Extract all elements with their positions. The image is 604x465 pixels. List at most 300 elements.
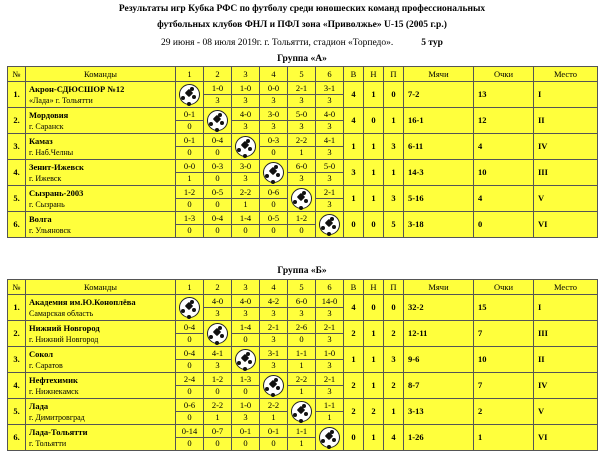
team-name: Сокол (29, 348, 54, 359)
header-row (8, 67, 598, 82)
score-cell (288, 373, 316, 399)
points: 4 (474, 186, 534, 212)
goals: 5-16 (404, 186, 474, 212)
match-points: 0 (271, 147, 276, 157)
table-row (8, 425, 598, 451)
match-points: 3 (299, 95, 304, 105)
col-header-team: Команды (26, 67, 176, 82)
match-points: 3 (243, 412, 248, 422)
score-cell (204, 399, 232, 425)
place: VI (534, 425, 598, 451)
col-header-goals: Мячи (404, 280, 474, 295)
col-header-g3: 3 (232, 67, 260, 82)
match-points: 3 (243, 173, 248, 183)
match-score: 4-0 (204, 296, 231, 308)
table-row (8, 186, 598, 212)
col-header-num: № (8, 67, 26, 82)
match-points: 1 (299, 438, 304, 448)
score-cell (176, 399, 204, 425)
losses: 3 (384, 134, 404, 160)
goals: 16-1 (404, 108, 474, 134)
match-points: 0 (187, 334, 192, 344)
score-cell (176, 108, 204, 134)
score-cell (288, 295, 316, 321)
match-points: 0 (187, 386, 192, 396)
match-points: 3 (271, 334, 276, 344)
team-city: г. Димитровград (29, 412, 85, 422)
team-name: Академия им.Ю.Коноплёва (29, 296, 136, 307)
group-a-title: Группа «А» (277, 54, 327, 64)
team-name: Акрон-СДЮСШОР №12 (29, 83, 125, 94)
team-name: Нижний Новгород (29, 322, 100, 333)
team-cell (26, 321, 176, 347)
score-cell (176, 160, 204, 186)
col-header-place: Место (534, 280, 598, 295)
score-cell (176, 373, 204, 399)
score-cell (288, 347, 316, 373)
col-header-w: В (344, 280, 364, 295)
match-score: 3-1 (260, 348, 287, 360)
row-number: 2. (8, 321, 26, 347)
match-score: 1-2 (176, 187, 203, 199)
place: III (534, 321, 598, 347)
self-match-cell (232, 134, 260, 160)
losses: 3 (384, 186, 404, 212)
points: 7 (474, 321, 534, 347)
points: 15 (474, 295, 534, 321)
match-score: 1-1 (316, 400, 343, 412)
wins: 4 (344, 295, 364, 321)
score-cell (204, 425, 232, 451)
goals: 32-2 (404, 295, 474, 321)
score-cell (232, 295, 260, 321)
team-city: г. Сызрань (29, 199, 65, 209)
match-score: 0-1 (260, 426, 287, 438)
losses: 2 (384, 373, 404, 399)
match-score: 1-3 (176, 213, 203, 225)
match-score: 0-14 (176, 426, 203, 438)
points: 10 (474, 347, 534, 373)
match-points: 1 (271, 412, 276, 422)
score-cell (204, 295, 232, 321)
col-header-g4: 4 (260, 67, 288, 82)
match-score: 0-1 (232, 426, 259, 438)
row-number: 4. (8, 160, 26, 186)
match-points: 0 (243, 225, 248, 235)
match-points: 3 (327, 95, 332, 105)
score-cell (232, 425, 260, 451)
draws: 1 (364, 134, 384, 160)
col-header-points: Очки (474, 280, 534, 295)
score-cell (204, 82, 232, 108)
wins: 1 (344, 186, 364, 212)
score-cell (260, 134, 288, 160)
event-info (0, 38, 604, 48)
score-cell (288, 425, 316, 451)
team-city: г. Саратов (29, 360, 63, 370)
match-score: 6-0 (288, 296, 315, 308)
row-number: 5. (8, 399, 26, 425)
col-header-d: Н (364, 67, 384, 82)
score-cell (288, 212, 316, 238)
row-number: 6. (8, 425, 26, 451)
match-points: 3 (271, 308, 276, 318)
self-match-cell (204, 108, 232, 134)
match-points: 0 (215, 199, 220, 209)
match-score: 0-4 (176, 348, 203, 360)
match-score: 1-1 (288, 348, 315, 360)
team-name: Лада (29, 400, 49, 411)
match-points: 0 (271, 438, 276, 448)
self-match-cell (288, 186, 316, 212)
points: 1 (474, 425, 534, 451)
draws: 1 (364, 425, 384, 451)
wins: 1 (344, 347, 364, 373)
match-score: 1-3 (232, 374, 259, 386)
place: I (534, 295, 598, 321)
place: IV (534, 373, 598, 399)
match-points: 3 (243, 308, 248, 318)
draws: 0 (364, 212, 384, 238)
losses: 3 (384, 347, 404, 373)
score-cell (176, 425, 204, 451)
score-cell (260, 321, 288, 347)
match-score: 0-0 (176, 161, 203, 173)
team-city: «Лада» г. Тольятти (29, 95, 93, 105)
team-name: Лада-Тольятти (29, 426, 88, 437)
table-row (8, 321, 598, 347)
score-cell (288, 321, 316, 347)
team-city: г. Наб.Челны (29, 147, 74, 157)
team-cell (26, 373, 176, 399)
match-points: 0 (215, 386, 220, 396)
match-points: 0 (243, 334, 248, 344)
match-points: 0 (187, 360, 192, 370)
match-score: 0-4 (204, 213, 231, 225)
match-points: 0 (187, 199, 192, 209)
match-points: 1 (327, 412, 332, 422)
match-score: 3-1 (316, 83, 343, 95)
table-row (8, 212, 598, 238)
place: II (534, 347, 598, 373)
match-points: 0 (187, 412, 192, 422)
score-cell (232, 373, 260, 399)
score-cell (204, 186, 232, 212)
draws: 2 (364, 399, 384, 425)
match-score: 5-0 (316, 161, 343, 173)
self-match-cell (316, 425, 344, 451)
col-header-team: Команды (26, 280, 176, 295)
draws: 1 (364, 373, 384, 399)
points: 0 (474, 212, 534, 238)
match-score: 2-1 (316, 322, 343, 334)
match-points: 3 (327, 386, 332, 396)
match-points: 3 (327, 147, 332, 157)
losses: 4 (384, 425, 404, 451)
row-number: 1. (8, 82, 26, 108)
match-score: 1-0 (204, 83, 231, 95)
goals: 9-6 (404, 347, 474, 373)
row-number: 4. (8, 373, 26, 399)
goals: 12-11 (404, 321, 474, 347)
match-score: 0-5 (204, 187, 231, 199)
row-number: 5. (8, 186, 26, 212)
place: IV (534, 134, 598, 160)
match-score: 0-1 (176, 109, 203, 121)
draws: 1 (364, 186, 384, 212)
match-points: 3 (215, 360, 220, 370)
match-score: 4-0 (232, 296, 259, 308)
score-cell (260, 212, 288, 238)
football-icon (207, 323, 228, 344)
col-header-g2: 2 (204, 280, 232, 295)
col-header-g1: 1 (176, 67, 204, 82)
score-cell (316, 373, 344, 399)
match-points: 3 (327, 173, 332, 183)
goals: 8-7 (404, 373, 474, 399)
match-points: 0 (299, 225, 304, 235)
match-points: 0 (215, 225, 220, 235)
match-points: 3 (299, 308, 304, 318)
match-score: 4-1 (204, 348, 231, 360)
team-city: г. Нижнекамск (29, 386, 79, 396)
team-cell (26, 134, 176, 160)
col-header-l: П (384, 280, 404, 295)
score-cell (316, 399, 344, 425)
group-a-table (7, 66, 598, 238)
draws: 0 (364, 108, 384, 134)
score-cell (260, 425, 288, 451)
match-score: 0-6 (260, 187, 287, 199)
team-city: Самарская область (29, 308, 94, 318)
table-row (8, 399, 598, 425)
match-points: 0 (243, 438, 248, 448)
match-score: 1-2 (288, 213, 315, 225)
match-score: 0-1 (176, 135, 203, 147)
match-score: 0-4 (204, 135, 231, 147)
match-points: 3 (299, 173, 304, 183)
match-score: 2-1 (316, 374, 343, 386)
row-number: 1. (8, 295, 26, 321)
draws: 1 (364, 160, 384, 186)
col-header-g5: 5 (288, 280, 316, 295)
wins: 2 (344, 321, 364, 347)
match-points: 3 (327, 199, 332, 209)
wins: 2 (344, 373, 364, 399)
match-points: 3 (271, 95, 276, 105)
score-cell (204, 373, 232, 399)
football-icon (291, 188, 312, 209)
match-score: 2-1 (260, 322, 287, 334)
self-match-cell (260, 373, 288, 399)
match-points: 1 (243, 199, 248, 209)
col-header-w: В (344, 67, 364, 82)
score-cell (232, 82, 260, 108)
team-name: Волга (29, 213, 52, 224)
match-score: 1-0 (316, 348, 343, 360)
col-header-points: Очки (474, 67, 534, 82)
match-points: 3 (327, 360, 332, 370)
match-points: 0 (271, 225, 276, 235)
col-header-g6: 6 (316, 67, 344, 82)
tour-label: 5 тур (421, 38, 443, 48)
place: III (534, 160, 598, 186)
match-score: 2-6 (288, 322, 315, 334)
match-points: 0 (243, 386, 248, 396)
match-points: 3 (327, 334, 332, 344)
score-cell (176, 347, 204, 373)
table-row (8, 295, 598, 321)
match-score: 4-0 (316, 109, 343, 121)
col-header-place: Место (534, 67, 598, 82)
match-score: 6-0 (288, 161, 315, 173)
team-cell (26, 295, 176, 321)
col-header-g3: 3 (232, 280, 260, 295)
goals: 3-18 (404, 212, 474, 238)
points: 13 (474, 82, 534, 108)
score-cell (176, 212, 204, 238)
match-score: 0-6 (176, 400, 203, 412)
goals: 3-13 (404, 399, 474, 425)
place: V (534, 186, 598, 212)
header-row (8, 280, 598, 295)
score-cell (316, 82, 344, 108)
match-points: 0 (187, 438, 192, 448)
score-cell (316, 108, 344, 134)
wins: 3 (344, 160, 364, 186)
football-icon (179, 84, 200, 105)
score-cell (316, 347, 344, 373)
losses: 0 (384, 295, 404, 321)
match-score: 2-2 (204, 400, 231, 412)
match-score: 0-5 (260, 213, 287, 225)
team-name: Зенит-Ижевск (29, 161, 84, 172)
match-score: 1-0 (232, 400, 259, 412)
football-icon (319, 427, 340, 448)
team-cell (26, 82, 176, 108)
goals: 6-11 (404, 134, 474, 160)
score-cell (204, 160, 232, 186)
football-icon (235, 349, 256, 370)
losses: 1 (384, 399, 404, 425)
team-city: г. Нижний Новгород (29, 334, 99, 344)
score-cell (176, 321, 204, 347)
place: II (534, 108, 598, 134)
self-match-cell (316, 212, 344, 238)
self-match-cell (176, 82, 204, 108)
col-header-g5: 5 (288, 67, 316, 82)
score-cell (232, 160, 260, 186)
match-points: 3 (243, 95, 248, 105)
place: V (534, 399, 598, 425)
title-line-1: Результаты игр Кубка РФС по футболу среди юношеских команд профессиональных (118, 4, 486, 14)
score-cell (204, 134, 232, 160)
football-icon (263, 375, 284, 396)
football-icon (179, 297, 200, 318)
football-icon (291, 401, 312, 422)
team-cell (26, 160, 176, 186)
match-points: 3 (215, 95, 220, 105)
match-points: 0 (187, 147, 192, 157)
score-cell (204, 347, 232, 373)
losses: 1 (384, 108, 404, 134)
col-header-g1: 1 (176, 280, 204, 295)
score-cell (176, 134, 204, 160)
score-cell (232, 321, 260, 347)
team-cell (26, 108, 176, 134)
points: 7 (474, 373, 534, 399)
col-header-d: Н (364, 280, 384, 295)
wins: 4 (344, 82, 364, 108)
team-city: г. Саранск (29, 121, 64, 131)
row-number: 6. (8, 212, 26, 238)
match-score: 2-2 (288, 135, 315, 147)
date-venue: 29 июня - 08 июля 2019г. г. Тольятти, стадион «Торпедо». (161, 38, 394, 48)
match-score: 2-1 (288, 83, 315, 95)
self-match-cell (232, 347, 260, 373)
football-icon (235, 136, 256, 157)
losses: 5 (384, 212, 404, 238)
match-points: 0 (215, 438, 220, 448)
match-points: 1 (215, 412, 220, 422)
match-points: 0 (215, 173, 220, 183)
score-cell (316, 134, 344, 160)
team-cell (26, 186, 176, 212)
match-score: 2-1 (316, 187, 343, 199)
self-match-cell (260, 160, 288, 186)
score-cell (204, 212, 232, 238)
score-cell (232, 186, 260, 212)
match-points: 3 (215, 308, 220, 318)
football-icon (319, 214, 340, 235)
points: 10 (474, 160, 534, 186)
football-icon (263, 162, 284, 183)
score-cell (260, 82, 288, 108)
match-score: 1-4 (232, 213, 259, 225)
score-cell (316, 160, 344, 186)
table-row (8, 160, 598, 186)
match-score: 2-2 (288, 374, 315, 386)
match-score: 14-0 (316, 296, 343, 308)
score-cell (260, 186, 288, 212)
goals: 14-3 (404, 160, 474, 186)
col-header-num: № (8, 280, 26, 295)
match-score: 2-4 (176, 374, 203, 386)
group-b-title: Группа «Б» (277, 266, 327, 276)
table-row (8, 134, 598, 160)
team-name: Нефтехимик (29, 374, 78, 385)
match-score: 0-0 (260, 83, 287, 95)
score-cell (260, 347, 288, 373)
match-score: 4-2 (260, 296, 287, 308)
draws: 1 (364, 347, 384, 373)
match-points: 0 (187, 121, 192, 131)
score-cell (260, 399, 288, 425)
match-points: 3 (243, 121, 248, 131)
row-number: 2. (8, 108, 26, 134)
score-cell (288, 134, 316, 160)
match-points: 0 (187, 225, 192, 235)
match-score: 0-3 (204, 161, 231, 173)
table-row (8, 373, 598, 399)
score-cell (316, 295, 344, 321)
match-points: 1 (299, 147, 304, 157)
match-points: 1 (187, 173, 192, 183)
col-header-l: П (384, 67, 404, 82)
match-score: 4-0 (232, 109, 259, 121)
match-points: 3 (299, 121, 304, 131)
match-points: 0 (299, 334, 304, 344)
